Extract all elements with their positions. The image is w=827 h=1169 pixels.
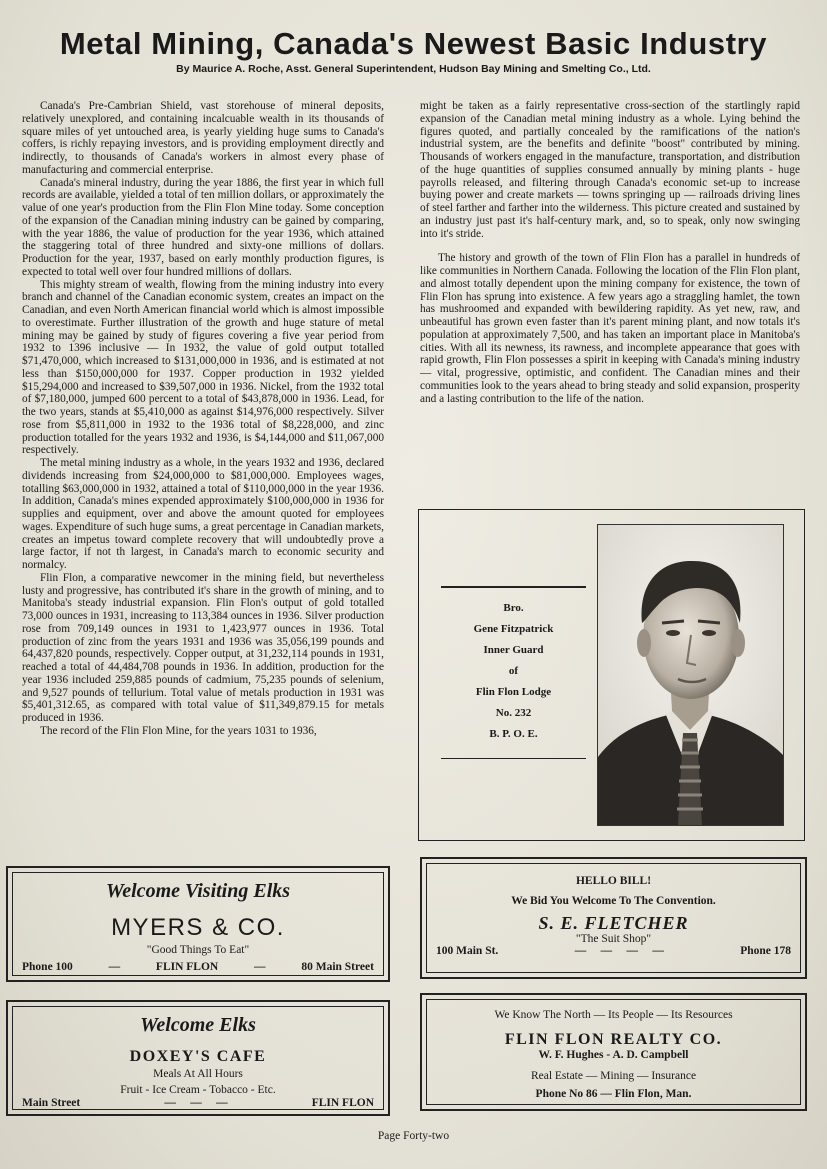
caption-rule-top <box>441 586 586 588</box>
ad-items: Fruit - Ice Cream - Tobacco - Etc. <box>120 1084 276 1096</box>
caption-line: Bro. <box>503 602 524 614</box>
ad-dashes: — — — — <box>574 945 664 957</box>
ad-dash: — <box>254 961 266 973</box>
ad-address: 100 Main St. <box>436 945 499 957</box>
ad-tagline: "Good Things To Eat" <box>146 944 250 956</box>
article-paragraph: The history and growth of the town of Flin Flon has a parallel in hundreds of like communities in Northern Canada. Following the location of the Flin Flon plant, and almost totally dependent upon the mining company for existence, the town of Flin Flon has sprung into existence. A few years ago a straggling hamlet, the town has mushroomed and expanded with bewildering rapidity. As yet new, raw, and unbeautiful has grown even faster than it's parent mining plant, and now totals it's population at approximately 7,500, and has taken an important place in Manitoba's cities. With all its newness, its rawness, and incomplete appearance that goes with rapid growth, Flin Flon possesses a spirit in keeping with Canada's mining industry — vital, progressive, optimistic, and confident. The Canadian mines and their communities look to the years ahead to bring steady and solid expansion, prosperity and a lasting contribution to the life of the nation. <box>420 252 800 405</box>
portrait-caption <box>441 598 586 745</box>
article-paragraph: Flin Flon, a comparative newcomer in the mining field, but nevertheless lusty and progressive, has contributed it's share in the growth of mining, and to Manitoba's steady industrial expansion. Flin Flon's output of gold totalled 73,000 ounces in 1931, increasing to 113,384 ounces in 1936. Silver production rose from 709,149 ounces in 1931 to 1,423,977 ounces in 1936. Total production of zinc from the years 1931 and 1936 was 35,056,199 pounds and 64,437,820 pounds, respectively. Copper output, at 31,232,114 pounds in 1931, reached a total of 44,484,708 pounds in 1936. In addition, production for the year 1936 included 259,885 pounds of cadmium, 75,235 pounds of selenium, and 9,527 pounds of tellurium. Total value of metals production in 1931 was $5,401,312.65, as compared with total value of $11,349,879.15 for metals produced in 1936. <box>22 571 384 724</box>
caption-line: Flin Flon Lodge <box>475 686 552 698</box>
page-number: Page Forty-two <box>377 1130 450 1142</box>
ad-footer-row <box>22 1097 374 1109</box>
ad-tagline: We Know The North — Its People — Its Resources <box>494 1009 733 1021</box>
article-paragraph: Canada's Pre-Cambrian Shield, vast storehouse of mineral deposits, relatively unexplored, and containing incalcuable wealth in its thousands of square miles of yet untouched area, is yearly yielding huge sums to Canada's coffers, is richly repaying investors, and is providing employment directly and indirectly, to thousands of Canada's workers in almost every phase of manufacturing and commercial enterprise. <box>22 100 384 176</box>
ad-phone: Phone No 86 — Flin Flon, Man. <box>535 1088 692 1100</box>
caption-line: No. 232 <box>495 707 532 719</box>
ad-tagline: "The Suit Shop" <box>575 933 652 945</box>
ad-street: Main Street <box>22 1097 81 1109</box>
article-title: Metal Mining, Canada's Newest Basic Industry <box>59 26 768 61</box>
ad-myers-and-co <box>6 866 390 982</box>
ad-se-fletcher <box>420 857 807 979</box>
ad-town: FLIN FLON <box>311 1097 374 1109</box>
article-paragraph: This mighty stream of wealth, flowing from the mining industry into every branch and channel of the Canadian economic system, creates an impact on the Canadian, and even North American financial world which is almost impossible to overestimate. Further illustration of the growth and huge stature of metal mining may be gained by study of figures covering a five year period from 1932 to 1396 inclusive — In 1932, the value of gold output totalled $71,470,000, which increased to $131,000,000 in 1936, and is estimated at not less than $150,000,000 for 1937. Copper production in 1932 yielded $15,294,000 and increased to $39,507,000 in 1936. Nickel, from the 1932 total of $7,180,000, jumped 600 percent to a total of $43,878,000 in 1936. Lead, for the two years, stands at $5,410,000 as against $14,976,000 respectively. Silver rose from $5,811,000 in 1932 to the 1936 total of $8,228,000, and zinc production totalled for the years 1932 and 1936, is $4,144,000 and $11,067,000 respectively. <box>22 278 384 457</box>
caption-line: of <box>508 665 519 677</box>
caption-line: B. P. O. E. <box>489 728 538 740</box>
ad-greeting: HELLO BILL! <box>575 875 652 887</box>
ad-services: Real Estate — Mining — Insurance <box>530 1070 697 1082</box>
ad-business-name: FLIN FLON REALTY CO. <box>504 1031 723 1048</box>
caption-line: Inner Guard <box>483 644 544 656</box>
article-column-right <box>420 100 800 405</box>
ad-people: W. F. Hughes - A. D. Campbell <box>538 1049 689 1061</box>
ad-phone: Phone 178 <box>740 945 791 957</box>
ad-hours: Meals At All Hours <box>153 1068 243 1080</box>
ad-town: FLIN FLON <box>155 961 219 973</box>
caption-line: Gene Fitzpatrick <box>473 623 554 635</box>
article-column-left <box>22 100 384 738</box>
ad-phone: Phone 100 <box>22 961 73 973</box>
article-paragraph: The record of the Flin Flon Mine, for the years 1031 to 1936, <box>40 724 317 737</box>
ad-address: 80 Main Street <box>301 961 374 973</box>
article-paragraph: Canada's mineral industry, during the year 1886, the first year in which full records are available, yielded a total of ten million dollars, or approximately the value of one year's production from the Flin Flon Mine today. Some conception of the expansion of the Canadian mining industry can be gained by comparing, with the year 1886, the value of production for the year 1936, which attained the staggering total of three hundred and sixty-one millions of dollars. Production for the year, 1937, based on early monthly production figures, is expected to total well over four hundred millions of dollars. <box>22 176 384 278</box>
ad-doxeys-cafe <box>6 1000 390 1116</box>
ad-dash: — <box>108 961 121 973</box>
ad-headline: Welcome Elks <box>140 1014 256 1036</box>
caption-rule-bottom <box>441 758 586 760</box>
ad-dashes: — — — <box>164 1097 228 1109</box>
article-paragraph: The metal mining industry as a whole, in the years 1932 and 1936, declared dividends increasing from $24,000,000 to $81,000,000. Employees wages, totalling $63,000,000 in 1932, attained a total of $110,000,000 in the year 1936. In addition, Canada's mines expended approximately $100,000,000 in 1936 for supplies and equipment, over and above the amount quoted for employees wages. Expenditure of such huge sums, a great percentage in Canadian markets, creates an impetus toward complete recovery that will undoubtedly prove a large factor, if not th largest, in Canada's march to economic security and normalcy. <box>22 457 385 571</box>
ad-business-name: S. E. FLETCHER <box>538 913 689 933</box>
portrait-illustration <box>598 525 783 825</box>
article-byline: By Maurice A. Roche, Asst. General Superintendent, Hudson Bay Mining and Smelting Co., Ltd. <box>176 63 651 75</box>
ad-flin-flon-realty <box>420 993 807 1111</box>
portrait-photo <box>597 524 784 826</box>
ad-footer-row <box>436 945 791 957</box>
ad-business-name: MYERS & CO. <box>111 914 285 941</box>
ad-footer-row <box>22 961 374 973</box>
article-paragraph: might be taken as a fairly representative cross-section of the startlingly rapid expansion of the Canadian metal mining industry as a whole. Lying behind the figures quoted, and partially concealed by the ramifications of the nation's industrial system, are the benefits and definite "boost" contributed by mining. Thousands of workers engaged in the manufacture, transportation, and distribution of the huge quantities of supplies consumed annually by mining plants - huge payrolls released, and filtering through Canada's economic set-up to increase buying power and create markets — towns springing up — railroads driving lines of steel farther and farther into the wilderness. This picture created and sustained by an industry just past it's half-century mark, and, so to speak, only now swinging into it's stride. <box>420 100 800 240</box>
portrait-panel <box>418 509 805 841</box>
ad-headline: Welcome Visiting Elks <box>105 880 291 902</box>
ad-business-name: DOXEY'S CAFE <box>129 1048 267 1065</box>
ad-welcome-line: We Bid You Welcome To The Convention. <box>511 895 716 907</box>
